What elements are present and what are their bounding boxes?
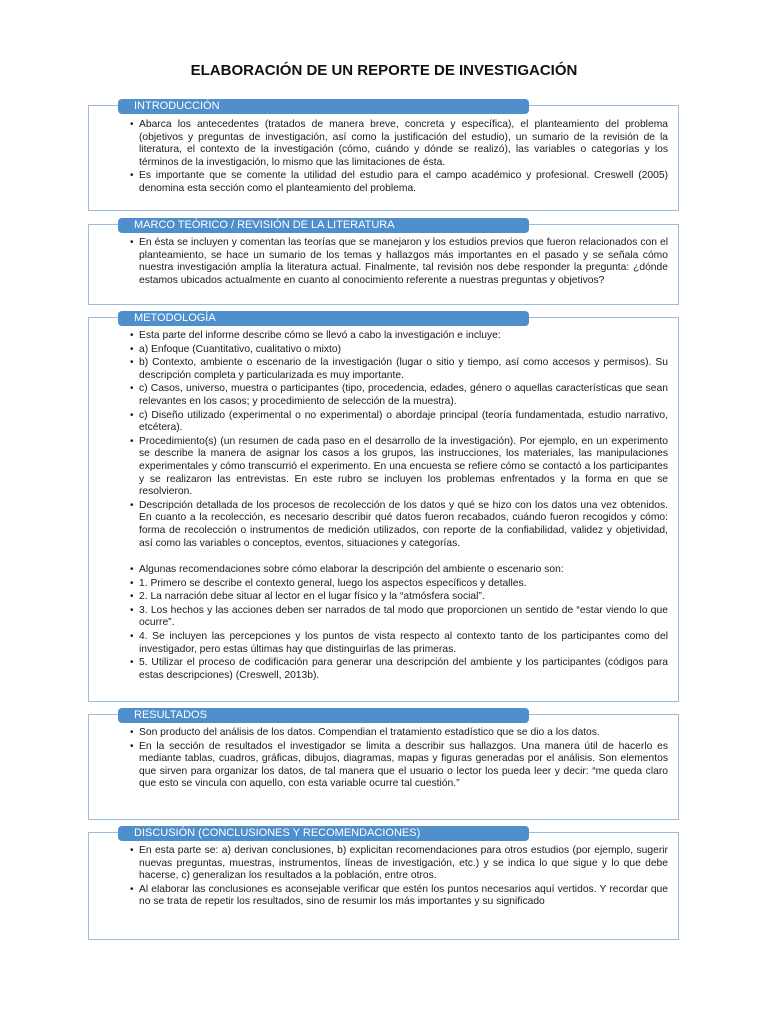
section-introduccion xyxy=(88,99,679,211)
section-content xyxy=(130,119,668,197)
list-item: • Al elaborar las conclusiones es aconsejable verificar que estén los puntos necesarios aquí vertidos. Y recordar que no se trata de repetir los resultados, sino de resumir los más importantes y su significado xyxy=(130,884,668,909)
list-item: • Algunas recomendaciones sobre cómo elaborar la descripción del ambiente o escenario son: xyxy=(130,564,668,577)
section-content xyxy=(130,727,668,792)
list-item: • En ésta se incluyen y comentan las teorías que se manejaron y los estudios previos que fueron relacionados con el planteamiento, se hace un sumario de los temas y hallazgos más importantes en el pasado y se señala cómo nuestra investigación amplía la literatura actual. Finalmente, tal revisión nos debe responder la pregunta: ¿dónde estamos ubicados actualmente en cuanto al conocimiento referente a nuestras preguntas y objetivos? xyxy=(130,237,668,287)
list-item: • Son producto del análisis de los datos. Compendian el tratamiento estadístico que se dio a los datos. xyxy=(130,727,668,740)
list-item: • a) Enfoque (Cuantitativo, cualitativo o mixto) xyxy=(130,344,668,357)
section-heading: RESULTADOS xyxy=(118,708,529,723)
list-item: • Abarca los antecedentes (tratados de manera breve, concreta y específica), el planteamiento del problema (objetivos y preguntas de investigación, así como la justificación del estudio), un sumario de la revisión de la literatura, el contexto de la investigación (cómo, cuándo y dónde se realizó), las variables o categorías y los términos de la investigación, lo mismo que las limitaciones de ésta. xyxy=(130,119,668,169)
document-title: ELABORACIÓN DE UN REPORTE DE INVESTIGACIÓN xyxy=(190,62,578,79)
section-content xyxy=(130,845,668,910)
section-heading: MARCO TEÓRICO / REVISIÓN DE LA LITERATURA xyxy=(118,218,529,233)
list-item: • En esta parte se: a) derivan conclusiones, b) explicitan recomendaciones para otros estudios (por ejemplo, sugerir nuevas preguntas, muestras, instrumentos, líneas de investigación, etc.) y se indica lo que sigue y lo que debe hacerse, c) generalizan los resultados a la población, entre otros. xyxy=(130,845,668,883)
list-item: • Esta parte del informe describe cómo se llevó a cabo la investigación e incluye: xyxy=(130,330,668,343)
list-item: • 3. Los hechos y las acciones deben ser narrados de tal modo que proporcionen un sentido de “estar viendo lo que ocurre”. xyxy=(130,605,668,630)
list-item: • 4. Se incluyen las percepciones y los puntos de vista respecto al contexto tanto de los participantes como del investigador, pero estas últimas hay que distinguirlas de las primeras. xyxy=(130,631,668,656)
list-item: • Descripción detallada de los procesos de recolección de los datos y qué se hizo con los datos una vez obtenidos. En cuanto a la recolección, es necesario describir qué datos fueron recabados, cuándo fueron recogidos y cómo: forma de recolección o instrumentos de medición utilizados, con reporte de la confiabilidad, validez y objetividad, así como las variables o conceptos, eventos, situaciones y categorías. xyxy=(130,500,668,550)
list-item: • 5. Utilizar el proceso de codificación para generar una descripción del ambiente y los participantes (códigos para estas descripciones) (Creswell, 2013b). xyxy=(130,657,668,682)
list-item: • En la sección de resultados el investigador se limita a describir sus hallazgos. Una manera útil de hacerlo es mediante tablas, cuadros, gráficas, dibujos, diagramas, mapas y figuras generadas por el análisis. Son elementos que sirven para organizar los datos, de tal manera que el usuario o lector los pueda leer y decir: “me queda claro que esto se vincula con aquello, con esta variable ocurre tal cuestión.” xyxy=(130,741,668,791)
section-metodologia xyxy=(88,311,679,702)
section-content xyxy=(130,237,668,288)
section-heading: INTRODUCCIÓN xyxy=(118,99,529,114)
list-item: • 2. La narración debe situar al lector en el lugar físico y la “atmósfera social”. xyxy=(130,591,668,604)
section-heading: METODOLOGÍA xyxy=(118,311,529,326)
list-item: • c) Diseño utilizado (experimental o no experimental) o abordaje principal (teoría fundamentada, estudio narrativo, etcétera). xyxy=(130,410,668,435)
section-resultados xyxy=(88,708,679,820)
section-discusion xyxy=(88,826,679,940)
section-marco-teorico xyxy=(88,218,679,305)
list-item: • 1. Primero se describe el contexto general, luego los aspectos específicos y detalles. xyxy=(130,578,668,591)
section-content xyxy=(130,330,668,683)
list-item: • b) Contexto, ambiente o escenario de la investigación (lugar o sitio y tiempo, así como accesos y permisos). Su descripción completa y particularizada es muy importante. xyxy=(130,357,668,382)
list-item: • Es importante que se comente la utilidad del estudio para el campo académico y profesional. Creswell (2005) denomina esta sección como el planteamiento del problema. xyxy=(130,170,668,195)
list-item: • c) Casos, universo, muestra o participantes (tipo, procedencia, edades, género o aquellas características que sean relevantes en los casos; y procedimiento de selección de la muestra). xyxy=(130,383,668,408)
list-item: • Procedimiento(s) (un resumen de cada paso en el desarrollo de la investigación). Por ejemplo, en un experimento se describe la manera de asignar los casos a los grupos, las instrucciones, los materiales, las manipulaciones experimentales y cómo transcurrió el experimento. En una encuesta se refiere cómo se contactó a los participantes y se realizaron las entrevistas. En este rubro se incluyen los problemas enfrentados y la forma en que se resolvieron. xyxy=(130,436,668,499)
section-heading: DISCUSIÓN (CONCLUSIONES Y RECOMENDACIONES) xyxy=(118,826,529,841)
